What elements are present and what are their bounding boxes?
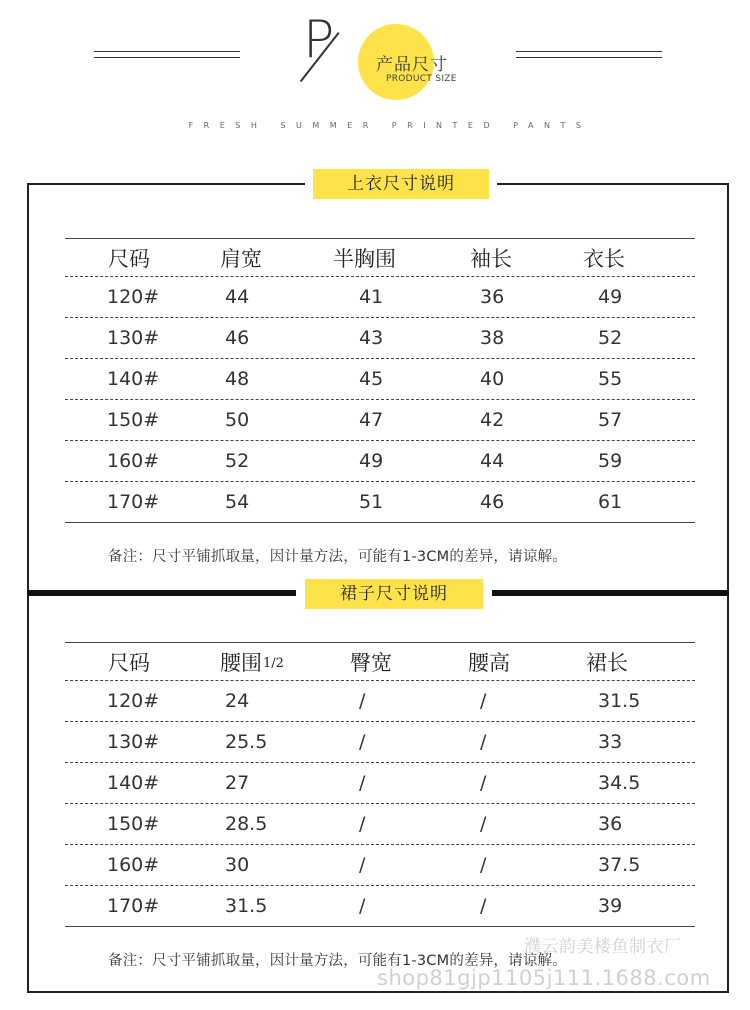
cell-shoulder: 46 <box>225 327 250 349</box>
cell-size: 130# <box>107 327 160 349</box>
cell-shoulder: 52 <box>225 450 250 472</box>
cell-shoulder: 50 <box>225 409 250 431</box>
header-deco-line-left <box>94 51 240 58</box>
bottom-section-note: 备注：尺寸平铺抓取量，因计量方法，可能有1-3CM的差异，请谅解。 <box>108 953 567 969</box>
cell-length: 61 <box>598 491 623 513</box>
cell-skirt-length: 36 <box>598 813 623 835</box>
cell-sleeve: 44 <box>480 450 505 472</box>
header-cell-waist-height: 腰高 <box>468 650 510 675</box>
cell-size: 140# <box>107 772 160 794</box>
top-section-tag: 上衣尺寸说明 <box>313 169 489 199</box>
cell-half-chest: 41 <box>359 286 384 308</box>
table-row <box>65 277 695 318</box>
cell-length: 57 <box>598 409 623 431</box>
cell-skirt-length: 31.5 <box>598 690 641 712</box>
table-row <box>65 318 695 359</box>
cell-skirt-length: 33 <box>598 731 623 753</box>
table-row <box>65 441 695 482</box>
cell-hip: / <box>359 772 366 794</box>
header-cell-skirt-length: 裙长 <box>586 650 628 675</box>
table-row <box>65 482 695 523</box>
cell-sleeve: 46 <box>480 491 505 513</box>
table-row <box>65 681 695 722</box>
cell-waist-height: / <box>480 731 487 753</box>
cell-size: 150# <box>107 813 160 835</box>
cell-shoulder: 54 <box>225 491 250 513</box>
cell-size: 150# <box>107 409 160 431</box>
cell-shoulder: 48 <box>225 368 250 390</box>
cell-skirt-length: 37.5 <box>598 854 641 876</box>
cell-hip: / <box>359 895 366 917</box>
table-row <box>65 804 695 845</box>
table-row <box>65 886 695 927</box>
watermark-shop-url: shop81gjp1105j111.1688.com <box>377 966 711 990</box>
cell-size: 170# <box>107 491 160 513</box>
cell-waist: 31.5 <box>225 895 268 917</box>
cell-skirt-length: 39 <box>598 895 623 917</box>
cell-size: 120# <box>107 690 160 712</box>
header-cell-half-chest: 半胸围 <box>333 246 396 271</box>
watermark-shop-name: 濮云韵美楼鱼制衣厂 <box>524 937 682 957</box>
cell-length: 52 <box>598 327 623 349</box>
header-cell-shoulder: 肩宽 <box>220 246 262 271</box>
cell-waist-height: / <box>480 813 487 835</box>
bottom-size-table <box>65 642 695 927</box>
cell-half-chest: 45 <box>359 368 384 390</box>
cell-shoulder: 44 <box>225 286 250 308</box>
header-title-cn: 产品尺寸 <box>376 55 448 75</box>
header-logo-letter: P <box>303 10 335 70</box>
cell-waist-height: / <box>480 772 487 794</box>
header-cell-waist-sub: 1/2 <box>263 656 284 671</box>
table-row <box>65 722 695 763</box>
cell-waist-height: / <box>480 854 487 876</box>
cell-waist: 25.5 <box>225 731 268 753</box>
cell-size: 120# <box>107 286 160 308</box>
cell-size: 170# <box>107 895 160 917</box>
cell-sleeve: 40 <box>480 368 505 390</box>
cell-waist-height: / <box>480 690 487 712</box>
table-header-row <box>65 642 695 681</box>
cell-sleeve: 36 <box>480 286 505 308</box>
cell-waist: 27 <box>225 772 250 794</box>
top-section-note: 备注：尺寸平铺抓取量，因计量方法，可能有1-3CM的差异，请谅解。 <box>108 549 567 565</box>
header-deco-line-right <box>516 51 662 58</box>
cell-length: 49 <box>598 286 623 308</box>
cell-hip: / <box>359 854 366 876</box>
header-tagline: FRESH SUMMER PRINTED PANTS <box>188 121 592 130</box>
cell-size: 160# <box>107 854 160 876</box>
cell-hip: / <box>359 813 366 835</box>
cell-hip: / <box>359 690 366 712</box>
cell-size: 160# <box>107 450 160 472</box>
cell-size: 140# <box>107 368 160 390</box>
header-cell-size: 尺码 <box>108 650 150 675</box>
top-size-table <box>65 238 695 523</box>
header-cell-waist <box>220 643 284 680</box>
header-title-en: PRODUCT SIZE <box>386 74 457 84</box>
cell-skirt-length: 34.5 <box>598 772 641 794</box>
table-row <box>65 763 695 804</box>
cell-waist: 30 <box>225 854 250 876</box>
cell-half-chest: 51 <box>359 491 384 513</box>
table-row <box>65 400 695 441</box>
bottom-section-tag: 裙子尺寸说明 <box>305 579 483 609</box>
header-cell-hip: 臀宽 <box>350 650 392 675</box>
cell-half-chest: 47 <box>359 409 384 431</box>
cell-half-chest: 49 <box>359 450 384 472</box>
cell-waist: 28.5 <box>225 813 268 835</box>
header-cell-length: 衣长 <box>583 246 625 271</box>
cell-sleeve: 38 <box>480 327 505 349</box>
cell-size: 130# <box>107 731 160 753</box>
cell-hip: / <box>359 731 366 753</box>
header-cell-waist-label: 腰围 <box>220 650 262 675</box>
table-row <box>65 359 695 400</box>
cell-waist-height: / <box>480 895 487 917</box>
cell-length: 59 <box>598 450 623 472</box>
header-cell-sleeve: 袖长 <box>470 246 512 271</box>
table-row <box>65 845 695 886</box>
table-header-row <box>65 238 695 277</box>
cell-length: 55 <box>598 368 623 390</box>
cell-half-chest: 43 <box>359 327 384 349</box>
header-cell-size: 尺码 <box>108 246 150 271</box>
cell-sleeve: 42 <box>480 409 505 431</box>
cell-waist: 24 <box>225 690 250 712</box>
